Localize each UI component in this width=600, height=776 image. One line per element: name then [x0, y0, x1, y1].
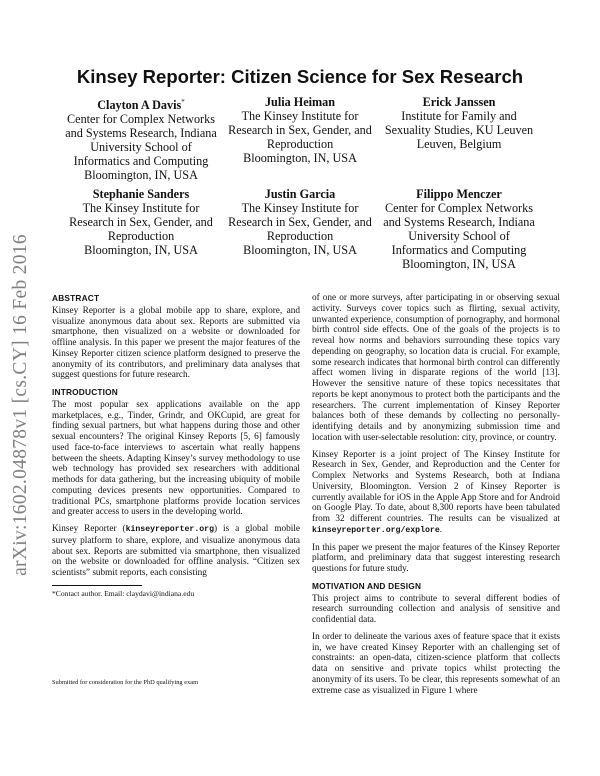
intro-continuation: of one or more surveys, after participating in or observing sexual activity. Surveys cover topics such as flirting, sexual activity, unwanted experience, consumption of pornography, and hormonal birth control side effects. One of the goals of the projects is to reveal how norms and behaviors surrounding these topics vary depending on geography, so location data is crucial. For example, some research indicates that hormonal birth control can differently affect women living in disparate regions of the world [13]. However the sensitive nature of these topics necessitates that reports be kept anonymous to protect both the participants and the researchers. The current implementation of Kinsey Reporter balances both of these demands by collecting no personally-identifying details and by anonymizing submission time and location with user-selectable resolution: city, province, or country.: [312, 293, 560, 443]
author-4: [62, 188, 220, 258]
affiliation-line: Bloomington, IN, USA: [84, 167, 198, 182]
explore-link[interactable]: kinseyreporter.org/explore: [312, 525, 440, 535]
submission-note: Submitted for consideration for the PhD qualifying exam: [52, 679, 199, 686]
joint-project-text: Kinsey Reporter is a joint project of The Kinsey Institute for Research in Sex, Gender, and Reproduction and the Center for Complex Networks and Systems Research, both at Indiana University, Bloomington. Version 2 of Kinsey Reporter is currently available for iOS in the Apple App Store and for Android on Google Play. To date, about 8,300 reports have been tabulated from 32 different countries. The results can be visualized at: [312, 449, 560, 524]
affiliation-line: and Systems Research, Indiana: [65, 125, 217, 140]
affiliation-line: The Kinsey Institute for: [241, 200, 359, 215]
affiliation-line: University School of: [90, 139, 192, 154]
author-name: Clayton A Davis: [97, 98, 182, 113]
intro-text-start: Kinsey Reporter (: [52, 524, 126, 534]
affiliation-line: The Kinsey Institute for: [241, 108, 359, 123]
right-column: [312, 293, 560, 702]
author-mark: *: [181, 98, 185, 106]
motivation-paragraph-2: In order to delineate the various axes of feature space that it exists in, we have created Kinsey Reporter with an challenging set of constraints: an open-data, citizen-science platform that collects data on sensitive and private topics whilst protecting the anonymity of its users. To be clear, this represents somewhat of an extreme case as visualized in Figure 1 where: [312, 631, 560, 696]
affiliation-line: Informatics and Computing: [73, 153, 209, 168]
author-3: [380, 96, 538, 152]
affiliation-line: Center for Complex Networks: [67, 111, 215, 126]
abstract-heading: ABSTRACT: [52, 293, 100, 303]
affiliation-line: Research in Sex, Gender, and: [228, 214, 372, 229]
arxiv-watermark: [4, 205, 38, 605]
author-6: [380, 188, 538, 271]
contact-footnote: *Contact author. Email: claydavi@indiana.edu: [52, 588, 195, 598]
affiliation-line: Research in Sex, Gender, and: [69, 214, 213, 229]
joint-project-paragraph: [312, 450, 560, 537]
affiliation-line: Reproduction: [266, 136, 334, 151]
affiliation-line: Sexuality Studies, KU Leuven: [384, 122, 534, 137]
affiliation-line: and Systems Research, Indiana: [383, 214, 535, 229]
affiliation-line: The Kinsey Institute for: [82, 200, 200, 215]
left-column: [52, 293, 300, 598]
footnote-rule: [52, 585, 142, 586]
affiliation-line: University School of: [408, 228, 510, 243]
author-5: [221, 188, 379, 258]
motivation-paragraph-1: This project aims to contribute to several different bodies of research surrounding collection and analysis of sensitive and confidential data.: [312, 593, 560, 625]
intro-paragraph-1: The most popular sex applications available on the app marketplaces, e.g., Tinder, Grindr, and OKCupid, are great for finding sexual partners, but what happens during those and other sexual encounters? The original Kinsey Reports [5, 6] famously used face-to-face interviews to ascertain what really happens between the sheets. Adapting Kinsey’s survey methodology to use web technology has provided sex researchers with additional methods for data gathering, but the increasing ubiquity of mobile computing devices presents new opportunities. Compared to traditional PCs, smartphone platforms provide location services and greater access to users in the developing world.: [52, 399, 300, 518]
affiliation-line: Bloomington, IN, USA: [402, 256, 516, 271]
author-2: [221, 96, 379, 166]
author-name: Filippo Menczer: [416, 187, 502, 201]
author-1: [62, 96, 220, 183]
joint-project-end: .: [439, 524, 443, 535]
arxiv-identifier: arXiv:1602.04878v1 [cs.CY] 16 Feb 2016: [10, 234, 31, 576]
abstract-text: Kinsey Reporter is a global mobile app to share, explore, and visualize anonymous data about sex. Reports are submitted via smartphone, then visualized on a website or downloaded for offline analysis. In this paper we present the major features of the Kinsey Reporter citizen science platform designed to preserve the anonymity of its contributors, and preliminary data analyses that suggest questions for future research.: [52, 305, 300, 381]
affiliation-line: Informatics and Computing: [391, 242, 527, 257]
author-name: Erick Janssen: [422, 95, 496, 109]
affiliation-line: Reproduction: [266, 228, 334, 243]
author-name: Justin Garcia: [264, 187, 336, 201]
affiliation-line: Center for Complex Networks: [385, 200, 533, 215]
intro-paragraph-2: [52, 524, 300, 579]
affiliation-line: Bloomington, IN, USA: [84, 242, 198, 257]
introduction-heading: INTRODUCTION: [52, 387, 119, 397]
paper-overview-paragraph: In this paper we present the major features of the Kinsey Reporter platform, and preliminary data that suggest interesting research questions for future study.: [312, 542, 560, 574]
affiliation-line: Leuven, Belgium: [416, 136, 502, 151]
affiliation-line: Bloomington, IN, USA: [243, 242, 357, 257]
affiliation-line: Research in Sex, Gender, and: [228, 122, 372, 137]
author-name: Stephanie Sanders: [92, 187, 190, 201]
affiliation-line: Institute for Family and: [401, 108, 517, 123]
author-name: Julia Heiman: [264, 95, 336, 109]
paper-title: Kinsey Reporter: Citizen Science for Sex Research: [76, 66, 524, 87]
affiliation-line: Bloomington, IN, USA: [243, 150, 357, 165]
affiliation-line: Reproduction: [107, 228, 175, 243]
kinsey-reporter-link[interactable]: kinseyreporter.org: [125, 525, 215, 534]
motivation-heading: MOTIVATION AND DESIGN: [312, 580, 422, 591]
intro-text-end: ) is a global mobile survey platform to share, explore, and visualize anonymous data about sex. Reports are submitted via smartphone, then visualized on the website or downloaded for offline analysis. “Citizen sex scientists” submit reports, each consisting: [52, 524, 300, 578]
